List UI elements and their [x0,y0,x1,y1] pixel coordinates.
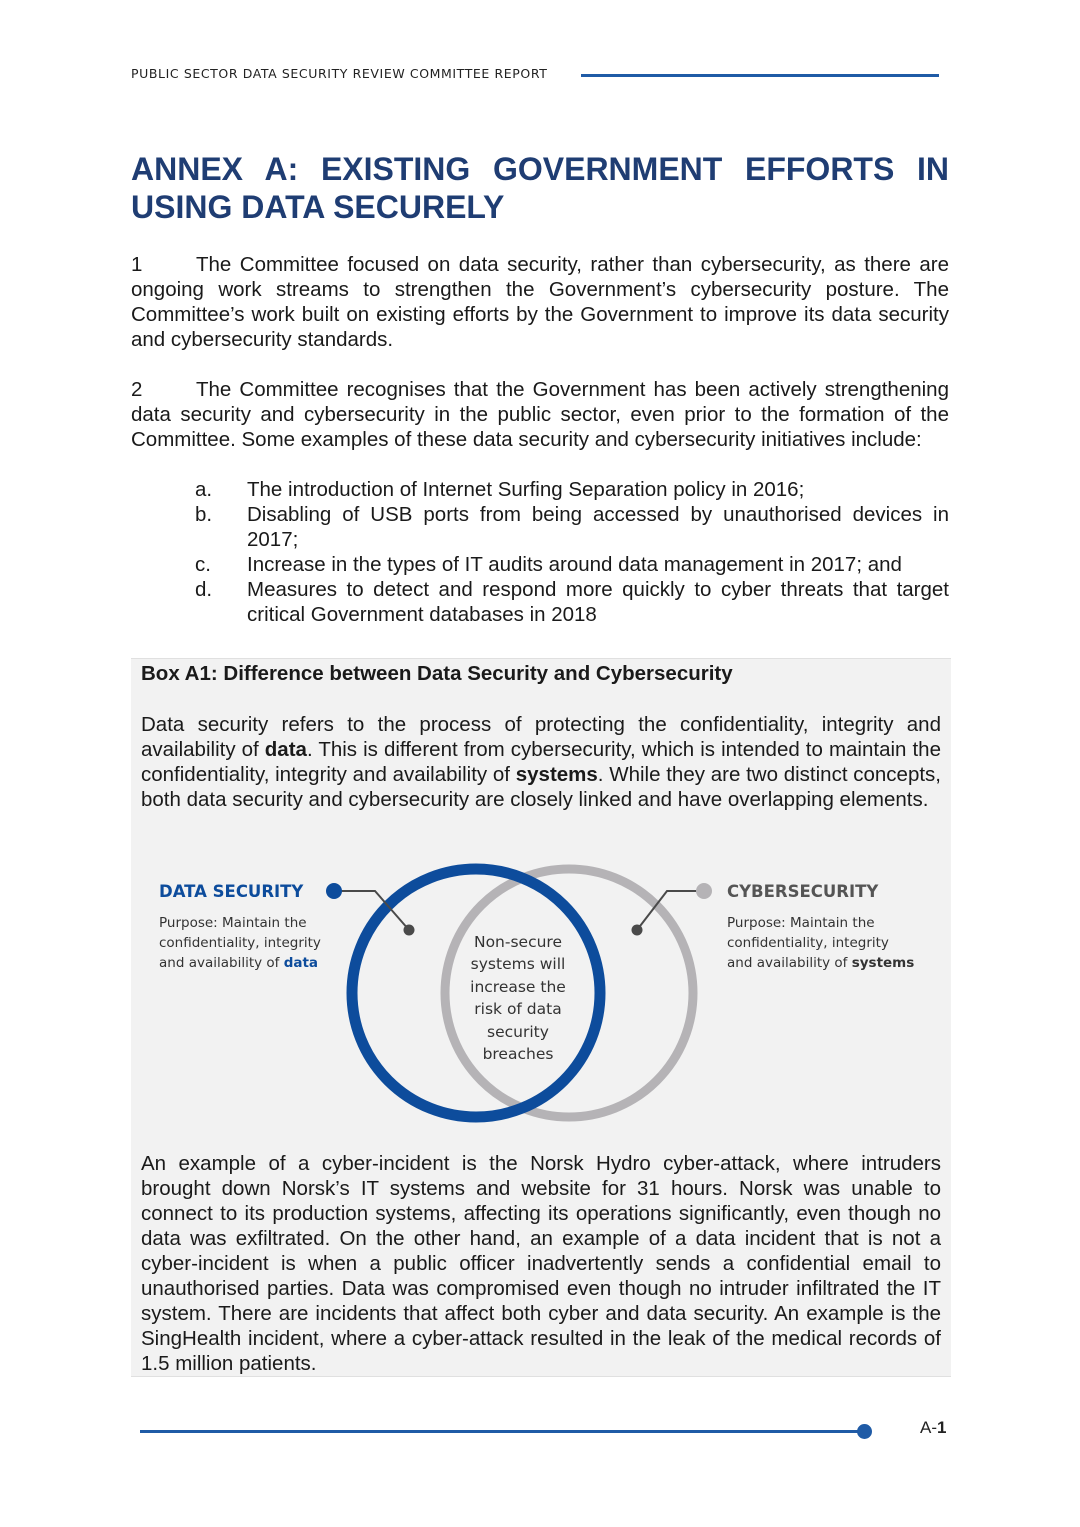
cybersecurity-heading: CYBERSECURITY [727,882,879,901]
annex-title-line-1: ANNEX A: EXISTING GOVERNMENT EFFORTS IN [131,151,949,187]
overlap-text-line: risk of data [474,1000,562,1018]
box-intro-text: . This is different from cybersecurity, which is intended to maintain the confidentiality, integrity and availability of [141,738,941,786]
data-security-heading: DATA SECURITY [159,882,304,901]
list-item [131,477,949,502]
list-item [131,552,949,577]
list-text: Measures to detect and respond more quickly to cyber threats that target critical Government databases in 2018 [247,578,949,626]
list-item [131,502,949,552]
list-letter: a. [195,478,213,501]
data-security-purpose-line: confidentiality, integrity [159,935,321,951]
list-item [131,577,949,627]
annex-title [131,150,949,226]
running-header [131,64,939,86]
box-intro [141,712,941,812]
cybersecurity-marker [696,883,712,899]
list-letter: d. [195,578,213,601]
initiatives-list [131,477,949,627]
overlap-text-line: increase the [470,978,566,996]
list-text: Disabling of USB ports from being accessed by unauthorised devices in 2017; [247,503,949,551]
cybersecurity-purpose-line [727,955,914,971]
list-text: The introduction of Internet Surfing Separation policy in 2016; [247,478,805,501]
box-example: An example of a cyber-incident is the Norsk Hydro cyber-attack, where intruders brought down Norsk’s IT systems and website for 31 hours. Norsk was unable to connect to its production systems, affecting its operations significantly, even though no data was exfiltrated. On the other hand, an example of a data incident that is not a cyber-incident is when a public officer inadvertently sends a confidential email to unauthorised parties. Data was compromised even though no intruder infiltrated the IT system. There are incidents that affect both cyber and data security. An example is the SingHealth incident, where a cyber-attack resulted in the leak of the medical records of 1.5 million patients. [141,1152,941,1375]
box-intro-text: . While they are two distinct concepts, both data security and cybersecurity are closely linked and have overlapping elements. [141,763,941,811]
cybersecurity-purpose-line: Purpose: Maintain the [727,915,875,931]
box-a1 [131,658,951,1377]
paragraph-2 [131,377,949,452]
overlap-text-line: systems will [470,955,566,973]
paragraph-number: 2 [131,378,143,401]
footer-rule [140,1430,864,1433]
data-security-purpose-line [159,955,318,971]
list-text: Increase in the types of IT audits around data management in 2017; and [247,553,902,576]
cybersecurity-purpose-line: confidentiality, integrity [727,935,889,951]
page-number [920,1418,946,1438]
overlap-text-line: breaches [482,1045,554,1063]
header-rule [581,74,939,77]
purpose-text: and availability of [727,955,852,971]
purpose-text: and availability of [159,955,284,971]
data-security-marker [326,883,342,899]
footer-dot [857,1424,872,1439]
venn-diagram [131,849,951,1139]
overlap-text-line: Non-secure [473,933,563,951]
purpose-bold-systems: systems [851,955,915,971]
purpose-bold-data: data [283,955,319,971]
box-intro-bold-systems: systems [515,763,598,786]
report-title: PUBLIC SECTOR DATA SECURITY REVIEW COMMITTEE REPORT [131,66,548,81]
page-number-value: 1 [937,1418,947,1437]
data-security-pointer [404,925,415,936]
box-title: Box A1: Difference between Data Security and Cybersecurity [141,662,733,685]
data-security-purpose-line: Purpose: Maintain the [159,915,307,931]
cybersecurity-pointer [632,925,643,936]
list-letter: b. [195,503,213,526]
paragraph-text: The Committee focused on data security, rather than cybersecurity, as there are ongoing work streams to strengthen the Government’s cybersecurity posture. The Committee’s work built on existing efforts by the Government to improve its data security and cybersecurity standards. [131,253,949,351]
paragraph-1 [131,252,949,352]
annex-title-line-2: USING DATA SECURELY [131,189,505,225]
page-prefix: A- [920,1418,937,1437]
paragraph-number: 1 [131,253,143,276]
overlap-text-line: security [487,1023,549,1041]
box-intro-bold-data: data [264,738,307,761]
paragraph-text: The Committee recognises that the Government has been actively strengthening data security and cybersecurity in the public sector, even prior to the formation of the Committee. Some examples of these data security and cybersecurity initiatives include: [131,378,949,451]
list-letter: c. [195,553,211,576]
box-intro-text: Data security refers to the process of protecting the confidentiality, integrity and availability of [141,713,941,761]
